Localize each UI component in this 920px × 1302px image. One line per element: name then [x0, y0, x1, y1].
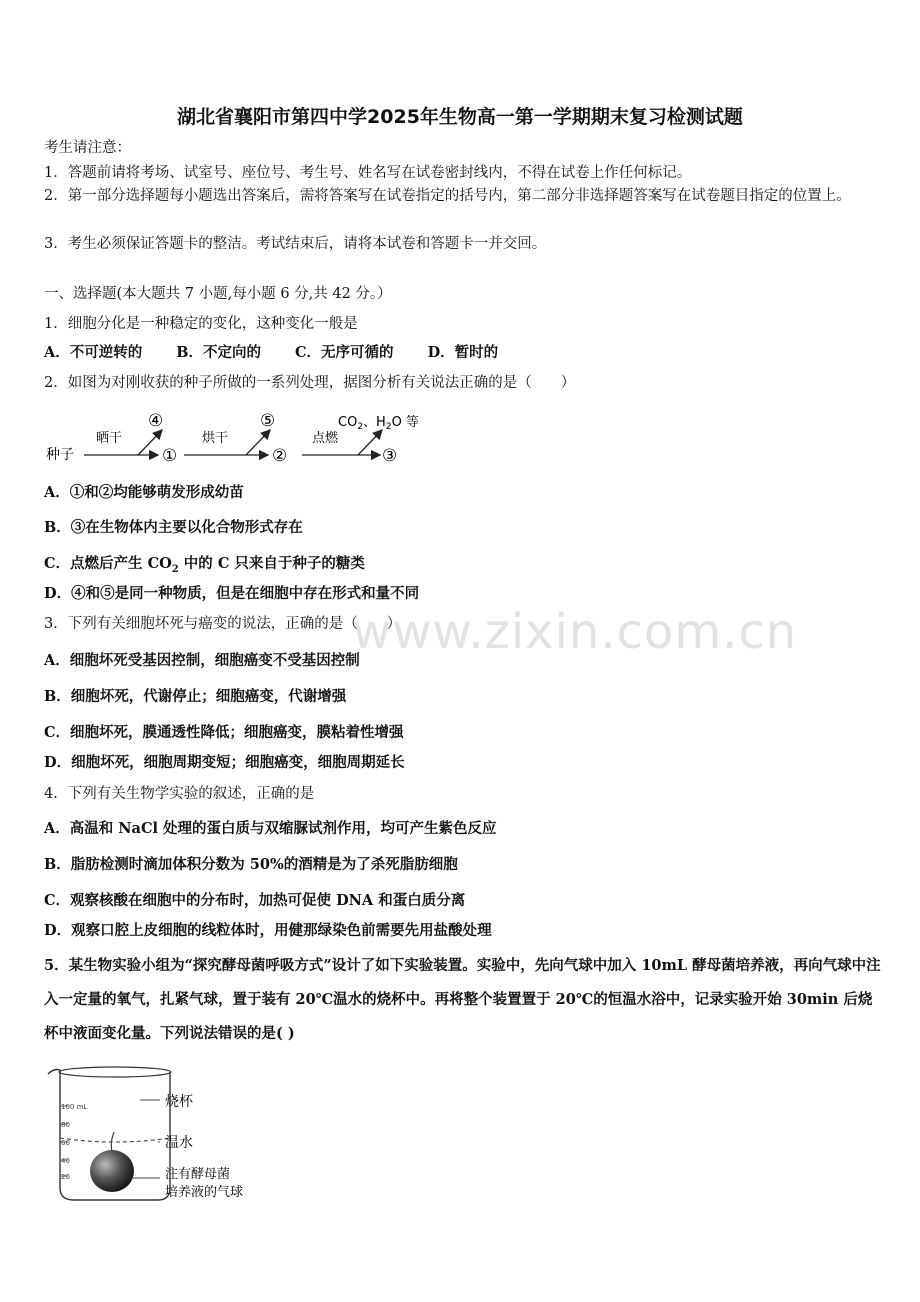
q2-option-c [44, 554, 884, 580]
q2-c-pre: C．点燃后产生 CO [44, 555, 172, 572]
yeast-beaker-figure [40, 1060, 280, 1210]
gas-sep: 、H [363, 415, 386, 430]
q1-stem: 1．细胞分化是一种稳定的变化，这种变化一般是 [44, 316, 358, 332]
tick-label-80: 80 [61, 1121, 70, 1129]
q4-stem: 4．下列有关生物学实验的叙述，正确的是 [44, 786, 315, 802]
label-warm-water: 温水 [165, 1135, 193, 1151]
diagram-seed-label: 种子 [46, 447, 74, 463]
tick-label-40: 40 [61, 1157, 70, 1165]
seed-treatment-diagram [40, 404, 440, 468]
watermark: www.zixin.com.cn [352, 604, 798, 660]
q2-option-d: D．④和⑤是同一种物质，但是在细胞中存在形式和量不同 [44, 585, 420, 602]
water-surface [60, 1138, 170, 1142]
q2-option-a: A．①和②均能够萌发形成幼苗 [44, 484, 244, 501]
diagram-label-1: ① [162, 446, 178, 466]
q4-option-d: D．观察口腔上皮细胞的线粒体时，用健那绿染色前需要先用盐酸处理 [44, 922, 492, 939]
q5-stem [44, 949, 884, 1051]
q3-option-b: B．细胞坏死，代谢停止；细胞癌变，代谢增强 [44, 688, 347, 705]
q1-option-a: A．不可逆转的 [44, 344, 143, 361]
beaker-rim [59, 1067, 171, 1077]
tick-label-20: 20 [61, 1173, 70, 1181]
label-balloon-line1: 注有酵母菌 [165, 1167, 231, 1182]
q2-stem: 2．如图为对刚收获的种子所做的一系列处理，据图分析有关说法正确的是（ ） [44, 375, 576, 391]
q1-option-b: B．不定向的 [176, 344, 262, 361]
q2-c-post: 中的 C 只来自于种子的糖类 [178, 555, 365, 572]
diagram-label-4: ④ [148, 411, 164, 431]
q4-option-c: C．观察核酸在细胞中的分布时，加热可促使 DNA 和蛋白质分离 [44, 892, 466, 909]
gas-co: CO [338, 415, 358, 430]
q1-options [44, 343, 884, 363]
q3-option-d: D．细胞坏死，细胞周期变短；细胞癌变，细胞周期延长 [44, 754, 405, 771]
diagram-label-3: ③ [382, 446, 398, 466]
q4-option-a: A．高温和 NaCl 处理的蛋白质与双缩脲试剂作用，均可产生紫色反应 [44, 820, 497, 837]
q3-option-a: A．细胞坏死受基因控制，细胞癌变不受基因控制 [44, 652, 360, 669]
diagram-step-bake: 烘干 [202, 431, 229, 446]
diagram-gas-label [338, 415, 419, 432]
q5-stem-text: 5．某生物实验小组为“探究酵母菌呼吸方式”设计了如下实验装置。实验中，先向气球中加入 10mL 酵母菌培养液，再向气球中注入一定量的氧气，扎紧气球，置于装有 20℃温水的烧杯中。再将整个装置置于 20℃的恒温水浴中，记录实验开始 30min 后烧杯中液面变化量。下列说法错误的是( ) [44, 957, 881, 1042]
notice-heading: 考生请注意： [44, 140, 131, 156]
exam-title: 湖北省襄阳市第四中学2025年生物高一第一学期期末复习检测试题 [177, 106, 743, 128]
section-heading: 一、选择题(本大题共 7 小题,每小题 6 分,共 42 分。） [44, 286, 392, 302]
notice-item-2: 2．第一部分选择题每小题选出答案后，需将答案写在试卷指定的括号内，第二部分非选择题答案写在试卷题目指定的位置上。 [44, 188, 851, 204]
q2-c-sub: 2 [171, 563, 179, 575]
q1-option-c: C．无序可循的 [295, 344, 394, 361]
gas-sub-2: 2 [357, 422, 364, 432]
q3-stem: 3．下列有关细胞坏死与癌变的说法，正确的是（ ） [44, 616, 402, 632]
arrow-line [358, 430, 382, 455]
q2-option-b: B．③在生物体内主要以化合物形式存在 [44, 519, 303, 536]
yeast-balloon [90, 1150, 134, 1192]
arrow-line [246, 430, 270, 455]
q1-option-d: D．暂时的 [427, 344, 499, 361]
tick-label-100: 100 mL [61, 1103, 88, 1111]
q3-option-c: C．细胞坏死，膜通透性降低；细胞癌变，膜粘着性增强 [44, 724, 404, 741]
label-beaker: 烧杯 [165, 1094, 193, 1110]
label-balloon-line2: 培养液的气球 [165, 1185, 244, 1200]
tick-label-60: 60 [61, 1139, 70, 1147]
gas-o: O 等 [391, 415, 419, 430]
notice-item-3: 3．考生必须保证答题卡的整洁。考试结束后，请将本试卷和答题卡一并交回。 [44, 236, 547, 252]
arrow-line [138, 430, 162, 455]
gas-sub-2b: 2 [385, 422, 392, 432]
q4-option-b: B．脂肪检测时滴加体积分数为 50%的酒精是为了杀死脂肪细胞 [44, 856, 458, 873]
diagram-label-2: ② [272, 446, 288, 466]
diagram-step-dry: 晒干 [96, 431, 123, 446]
diagram-label-5: ⑤ [260, 411, 276, 431]
diagram-step-burn: 点燃 [312, 431, 339, 446]
notice-item-1: 1．答题前请将考场、试室号、座位号、考生号、姓名写在试卷密封线内，不得在试卷上作任何标记。 [44, 165, 692, 181]
